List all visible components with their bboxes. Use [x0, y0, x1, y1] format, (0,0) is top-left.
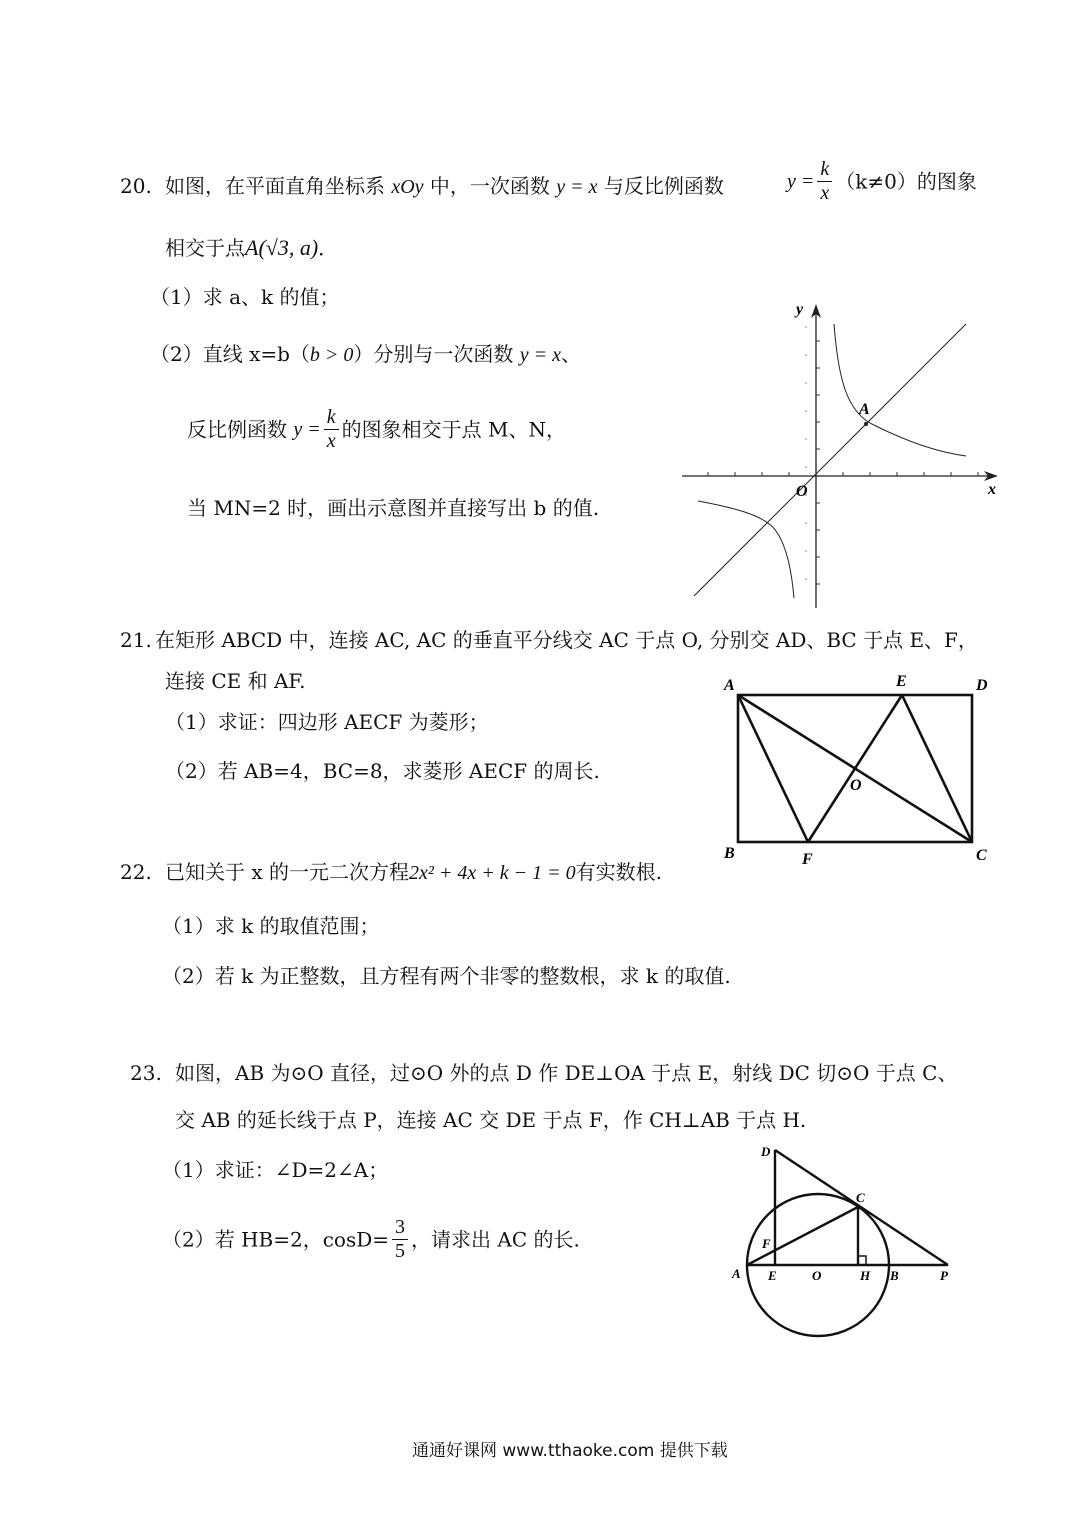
q20-point: A(√3, a)	[245, 235, 319, 260]
q20-label-origin: O	[796, 483, 808, 500]
q21-label-e: E	[896, 673, 907, 690]
q20-part2-y-eq: y =	[293, 418, 321, 441]
q23-label-d: D	[761, 1144, 771, 1159]
q23-label-o: O	[812, 1268, 822, 1283]
q21-part1: （1）求证：四边形 AECF 为菱形；	[165, 710, 489, 734]
q20-text-b: 中，一次函数	[429, 174, 550, 198]
q22-line1-b: 有实数根.	[575, 860, 662, 884]
q20-part2	[150, 344, 581, 365]
q21-segment-fe	[808, 695, 902, 842]
q23-frac-num: 3	[392, 1216, 408, 1240]
q20-part2-line2-b: 的图象相交于点 M、N，	[341, 417, 566, 442]
q20-number: 20.	[120, 174, 152, 198]
q21-label-a: A	[724, 677, 735, 694]
q20-part2-b: ）分别与一次函数	[353, 342, 514, 366]
q20-label-x: x	[988, 481, 996, 498]
q20-line-y-equals-x	[694, 324, 966, 596]
q20-point-a	[864, 422, 868, 426]
q23-part2-b: ，请求出 AC 的长.	[411, 1227, 580, 1252]
q23-part1: （1）求证：∠D=2∠A；	[162, 1158, 389, 1182]
q20-eq-linear: y = x	[556, 176, 598, 198]
q23-label-c: C	[856, 1190, 865, 1205]
q20-line2-end: ．	[318, 236, 339, 260]
q20-line1	[165, 176, 724, 197]
q22-part1: （1）求 k 的取值范围；	[162, 914, 380, 938]
q20-label-y: y	[796, 301, 804, 318]
q21-label-b: B	[724, 845, 735, 862]
q20-frac-num: k	[817, 158, 832, 182]
q20-part2-line3: 当 MN=2 时，画出示意图并直接写出 b 的值.	[187, 496, 600, 520]
q20-part2-c: 、	[561, 342, 582, 366]
q20-hyperbola-branch-2	[698, 501, 794, 598]
q20-fraction-expr	[787, 158, 977, 205]
q20-xoy: xOy	[391, 176, 424, 198]
q23-number: 23.	[130, 1061, 162, 1085]
q20-part2-a: （2）直线 x=b（	[150, 342, 310, 366]
q20-part2-fraction	[324, 406, 339, 453]
q21-label-c: C	[976, 847, 987, 864]
q23-line2: 交 AB 的延长线于点 P，连接 AC 交 DE 于点 F，作 CH⊥AB 于点 H.	[175, 1108, 807, 1132]
q21-rectangle-figure	[718, 670, 998, 870]
q20-frac-den: x	[820, 182, 830, 204]
q23-label-f: F	[762, 1236, 771, 1251]
q21-number: 21.	[120, 628, 152, 652]
q20-line2-text: 相交于点	[165, 236, 245, 260]
q20-part2-line2-a: 反比例函数	[187, 417, 287, 442]
q21-line2: 连接 CE 和 AF.	[165, 669, 306, 693]
q20-label-a: A	[859, 401, 870, 418]
q20-text-a: 如图，在平面直角坐标系	[165, 174, 385, 198]
q21-label-d: D	[976, 677, 988, 694]
q23-part2	[162, 1216, 580, 1263]
q20-part2-line2	[187, 406, 566, 453]
q21-part2: （2）若 AB=4，BC=8，求菱形 AECF 的周长.	[165, 759, 600, 783]
q20-part2-frac-den: x	[326, 430, 336, 452]
page-footer: 通通好课网 www.tthaoke.com 提供下载	[412, 1441, 728, 1461]
q20-part2-cond: b > 0	[309, 344, 354, 366]
q22-line1-a: 已知关于 x 的一元二次方程	[165, 860, 409, 884]
q20-coordinate-graph	[676, 296, 1008, 612]
q22-number: 22.	[120, 860, 152, 884]
q23-label-a: A	[732, 1266, 741, 1281]
q20-fraction	[817, 158, 832, 205]
q23-frac-den: 5	[395, 1240, 406, 1262]
q23-fraction	[392, 1216, 408, 1263]
q23-label-b: B	[890, 1268, 899, 1283]
q21-line1: 在矩形 ABCD 中，连接 AC, AC 的垂直平分线交 AC 于点 O, 分别交 AD、BC 于点 E、F，	[155, 628, 978, 652]
q20-y-eq: y =	[787, 170, 815, 193]
q20-part2-eq: y = x	[519, 344, 562, 366]
q21-label-f: F	[802, 851, 813, 868]
q20-text-c: 与反比例函数	[603, 174, 724, 198]
q21-label-o: O	[850, 777, 862, 794]
q23-label-e: E	[768, 1268, 777, 1283]
q23-line1: 如图，AB 为⊙O 直径，过⊙O 外的点 D 作 DE⊥OA 于点 E，射线 DC 切⊙O 于点 C、	[175, 1061, 958, 1085]
q22-line1	[165, 862, 662, 883]
q20-line2	[165, 237, 338, 259]
q22-part2: （2）若 k 为正整数，且方程有两个非零的整数根，求 k 的取值.	[162, 964, 731, 988]
q20-part2-frac-num: k	[324, 406, 339, 430]
q23-tangent-dp	[775, 1150, 948, 1265]
q23-label-p: P	[940, 1268, 948, 1283]
q23-label-h: H	[860, 1268, 871, 1283]
q20-cond: （k≠0）的图象	[835, 169, 977, 194]
q23-circle-figure	[726, 1138, 966, 1348]
q23-part2-a: （2）若 HB=2，cosD=	[162, 1227, 390, 1252]
q22-equation: 2x² + 4x + k − 1 = 0	[409, 862, 576, 884]
q23-right-angle-mark	[858, 1256, 866, 1265]
q20-part1: （1）求 a、k 的值；	[150, 285, 340, 309]
